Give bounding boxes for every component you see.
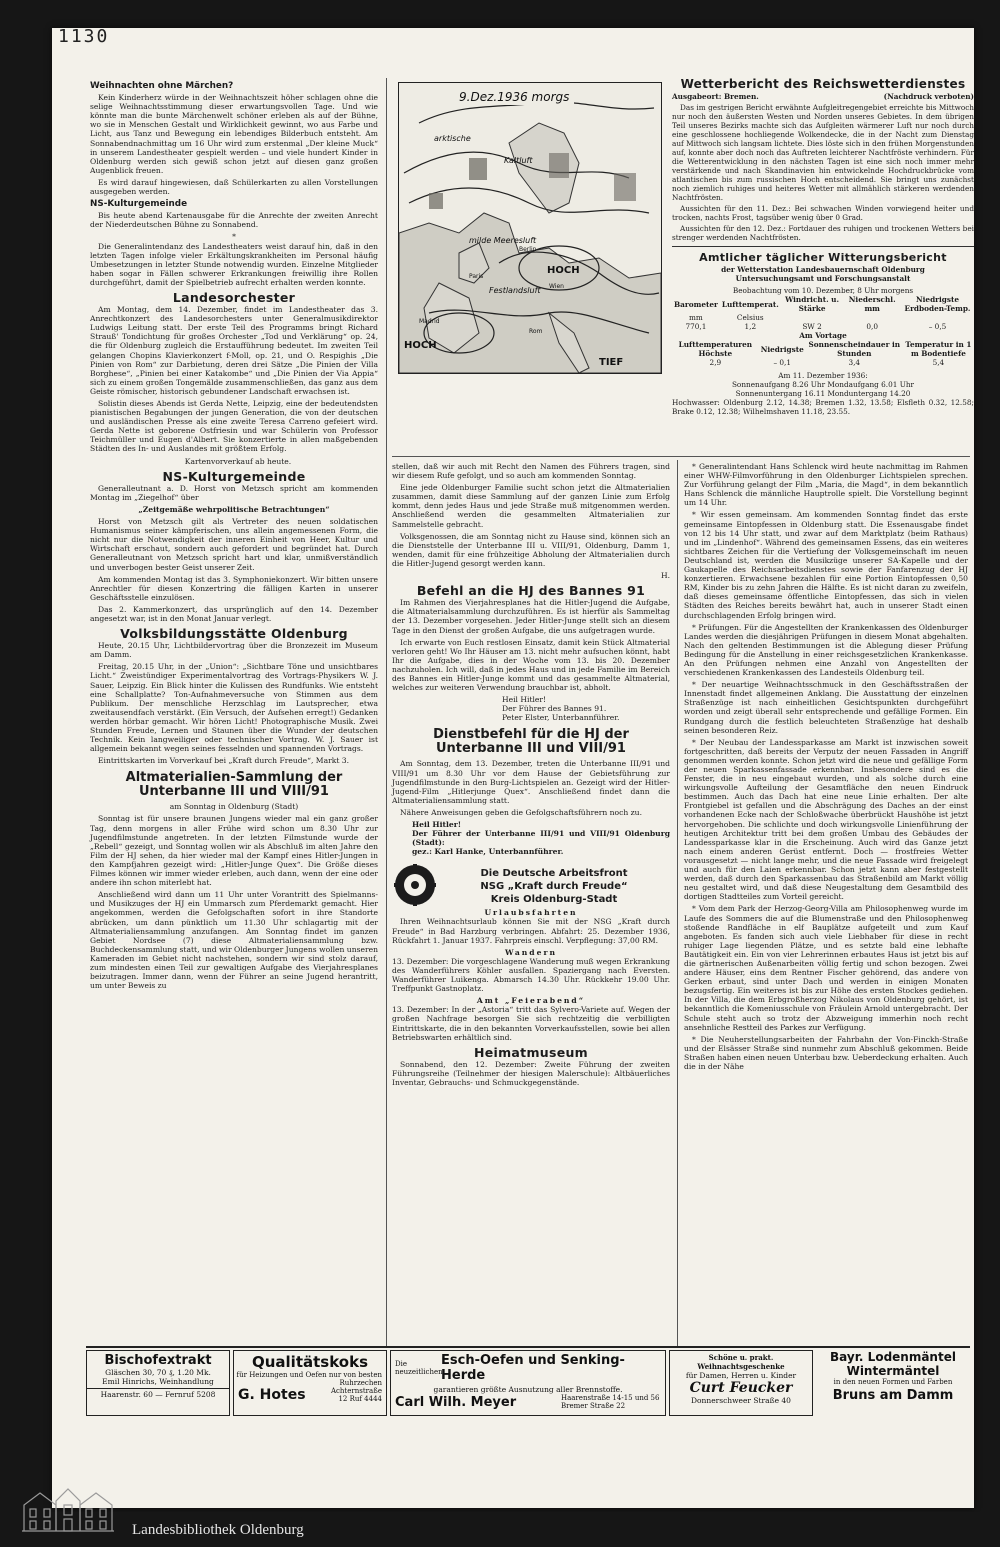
paragraph: * Wir essen gemeinsam. Am kommenden Sonntag findet das erste gemeinsame Eintopfessen in Oldenburg statt. Die Essenausgabe findet von 12 bis 14 Uhr statt, und zwar auf dem Marktplatz (beim Rathaus) und im „Lindenhof“. Während des gemeinsamen Essens, das ein weiteres sichtbares Zeichen für die Vertiefung der Volksgemeinschaft im neuen Deutschland ist, werden die Musikzüge unserer SA-Kapelle und der Gaukapelle des Reichsarbeitsdienstes sowie der Fanfarenzug der HJ konzertieren. Erwachsene bezahlen für eine Portion Eintopfessen 0,50 RM, Kinder bis zu zehn Jahren die Hälfte. Es ist nicht daran zu zweifeln, daß dieses gemeinsame öffentliche Eintopfessen, das sich in vielen Städten des Reiches bereits bewährt hat, auch in unserer Stadt einen durchschlagenden Erfolg bringen wird. [684,510,968,620]
subheading: am Sonntag in Oldenburg (Stadt) [169,802,299,812]
map-label: Kaltluft [504,156,533,165]
weather-title: Wetterbericht des Reichswetterdienstes [680,77,966,91]
table-header: Niederschl. mm [848,295,896,313]
article-heading: Befehl an die HJ des Bannes 91 [416,583,646,599]
paragraph: Am Sonntag, dem 13. Dezember, treten die Unterbanne III/91 und VIII/91 um 8.30 Uhr vor dem Hause der Gebietsführung zur Jugendfilmstunde in den Burg-Lichtspielen an. Gezeigt wird der Hitler-Jugend-Film „Hitlerjunge Quex“. Anschließend findet dann die Altmaterialiensammlung statt. [392,759,670,805]
section-rule [392,456,970,457]
ad-lodenmaentel [816,1350,970,1430]
moon-times: Sonnenuntergang 16.11 Monduntergang 14.20 [735,389,911,398]
ad-line: Haarenstraße 14-15 und 56 Bremer Straße 22 [561,1394,660,1410]
subheading: Wandern [505,947,557,957]
paragraph: Es wird darauf hingewiesen, daß Schülerkarten zu allen Vorstellungen ausgegeben werden. [90,177,378,197]
ad-title: Esch-Oefen und Senking-Herde [441,1353,625,1383]
ad-footer [234,1387,386,1403]
map-label: Madrid [419,318,440,325]
daf-emblem-icon [392,862,438,908]
paragraph: Horst von Metzsch gilt als Vertreter des neuen soldatischen Humanismus seiner kämpferischen, uns allein angemessenen Form, die nicht nur die Notwendigkeit der inneren Einheit von Heer, Kultur und Wirtschaft erschaut, sondern auch gefordert und begründet hat. Durch Generalleutnant von Metzsch spricht hart und klar, unmißverständlich und unverbogen bester Geist unserer Zeit. [90,517,378,572]
ad-feucker [669,1350,813,1416]
ad-bischofextrakt [86,1350,230,1416]
paragraph: Die Generalintendanz des Landestheaters weist darauf hin, daß in den letzten Tagen infolge vieler Erkältungskrankheiten im Personal häufig Umbesetzungen in letzter Stunde notwendig wurden. Einzelne Mitglieder haben sogar in Fällen schwerer Erkrankungen freiwillig ihre Rollen durchgeführt, damit der Spielbetrieb aufrecht erhalten werden konnte. [90,241,378,287]
map-label: Paris [469,273,484,280]
article-heading: Weihnachten ohne Märchen? [90,81,234,91]
table-cell: – 0,1 [773,358,792,367]
weather-map [398,82,662,374]
map-label: arktische [434,134,471,143]
map-label: Rom [529,328,543,335]
subheading: Amt „Feierabend“ [476,996,586,1006]
tide-times: Hochwasser: Oldenburg 2.12, 14.38; Bremen 1.32, 13.58; Elsfleth 0.32, 12.58; Brake 0.12, 12.38; Wilhelmshaven 11.18, 23.55. [672,398,974,416]
weather-source-row [672,92,974,101]
column-rule [677,460,678,1346]
paragraph: Das 2. Kammerkonzert, das ursprünglich auf den 14. Dezember angesetzt war, ist in den Monat Januar verlegt. [90,604,378,623]
paragraph: Nähere Anweisungen geben die Gefolgschaftsführern noch zu. [400,807,642,817]
map-date-label: 9.Dez.1936 morgs [459,90,570,104]
weather-outlook: Aussichten für den 12. Dez.: Fortdauer des ruhigen und trockenen Wetters bei strenger werdenden Nachtfrösten. [672,224,974,242]
map-label: milde Meeresluft [469,236,537,245]
right-column [684,462,968,1074]
kdf-title [438,865,670,906]
table-cell: 0,0 [866,322,878,331]
paragraph: Ihren Weihnachtsurlaub können Sie mit der NSG „Kraft durch Freude“ in Bad Harzburg verbringen. Abfahrt: 25. Dezember 1936, Rückfahrt 1. Januar 1937. Fahrpreis einschl. Verpflegung: 37,00 RM. [392,917,670,945]
table-cell: 5,4 [932,358,945,367]
ad-title: Wintermäntel [846,1364,940,1378]
article-heading: Volksbildungsstätte Oldenburg [120,626,348,642]
paragraph: Am kommenden Montag ist das 3. Symphoniekonzert. Wir bitten unsere Anrechtler für diesen Konzertring die fälligen Karten in unserer Geschäftsstelle einzulösen. [90,574,378,602]
table-header: Lufttemperaturen Höchste [678,340,753,358]
paragraph: Eine jede Oldenburger Familie sucht schon jetzt die Altmaterialien zusammen, damit diese Sammlung auf der ganzen Linie zum Erfolg kommt, denn jedes Haus und jede Straße muß mitgenommen werden. Anschließend werden die gesammelten Altmaterialien zur Sammelstelle gebracht. [392,483,670,529]
library-building-icon [20,1475,116,1535]
map-label: Berlin [519,246,537,253]
ad-title: Bayr. Lodenmäntel [830,1350,956,1364]
paragraph: Sonnabend, den 12. Dezember: Zweite Führung der zweiten Führungsreihe (Teilnehmer der hiesigen Malerschule): Altbäuerliches Inventar, Gebrauchs- und Schmuckgegenstände. [392,1059,670,1087]
signature-block [392,695,670,722]
signature: H. [660,571,670,581]
ad-name: G. Hotes [238,1387,306,1403]
map-label: HOCH [547,265,580,276]
table-header: Sonnenscheindauer in Stunden [808,340,901,358]
library-footer [0,1512,1000,1547]
ad-line: für Damen, Herren u. Kinder [685,1371,797,1380]
paragraph: Kein Kinderherz würde in der Weihnachtszeit höher schlagen ohne die selige Weihnachtsstimmung dieser erwartungsvollen Tage. Und wie könnte man die bunte Märchenwelt schöner erleben als auf der Bühne, wo sie in Menschen Gestalt und Wirklichkeit gewinnt, wo aus Farbe und Licht, aus Tanz und Bewegung ein lebendiges Bilderbuch entsteht. Am Sonnabendnachmittag um 16 Uhr wird zum erstenmal „Der kleine Muck“ in unserem Landestheater gespielt werden – und viele hundert Kinder in Oldenburg werden sich gewiß schon jetzt auf diesen ganz großen Augenblick freuen. [90,93,378,175]
kdf-title-line: Kreis Oldenburg-Stadt [490,893,618,905]
paragraph: stellen, daß wir auch mit Recht den Namen des Führers tragen, sind wir diesem Rufe gefolgt, und so auch am kommenden Sonntag. [392,462,670,481]
paragraph: * Der neuartige Weihnachtsschmuck in den Geschäftsstraßen der Innenstadt findet allgemeinen Anklang. Die Ausstattung der einzelnen Straßenzüge ist nach einheitlichen Gesichtspunkten durchgeführt worden und zeigt überall sehr entsprechende und gefällige Formen. Ein Rundgang durch die festlich beleuchteten Straßenzüge hat deshalb seinen besonderen Reiz. [684,680,968,735]
signature-line: Heil Hitler! [412,820,462,829]
table-header: Niedrigste [760,344,804,354]
weather-outlook: Aussichten für den 11. Dez.: Bei schwachen Winden vorwiegend heiter und trocken, nachts Frost, tagsüber wenig über 0 Grad. [672,204,974,222]
ad-line: garantieren größte Ausnutzung aller Brennstoffe. [433,1385,623,1394]
astro-date: Am 11. Dezember 1936: [778,371,868,380]
kdf-title-line: NSG „Kraft durch Freude“ [480,880,628,892]
table-header: Temperatur in 1 m Bodentiefe [905,340,972,358]
signature-line: Der Führer des Bannes 91. [502,704,607,714]
ad-line: Emil Hinrichs, Weinhandlung [102,1377,214,1386]
ad-line: Achternstraße 12 Ruf 4444 [330,1387,382,1403]
paragraph: Freitag, 20.15 Uhr, in der „Union“: „Sichtbare Töne und unsichtbares Licht.“ Zweistündiger Experimentalvortrag des Vortrags-Physikers W. J. Sauer, Leipzig. Ein Blick hinter die Kulissen des Rundfunks. Wie entsteht eine Schallplatte? Ton-Aufnahmeversuche von Stimmen aus dem Publikum. Der menschliche Herzschlag im Lautsprecher, etwa zweitausendfach verstärkt. (Ein Versuch, der Aufsehen erregt!) Gedanken werden hörbar gemacht. Wir hören Licht! Photographische Musik. Zwei Stunden Freude, Lernen und Staunen über die Wunder der deutschen Technik. Kein langweiliger oder technischer Vortrag. W. J. Sauer ist allgemein bekannt wegen seines fesselnden und spannenden Vortrags. [90,662,378,754]
table-header: Windricht. u. Stärke [785,295,840,313]
ad-name: Bruns am Damm [832,1388,954,1403]
weather-map-drawing [399,83,661,373]
paragraph: Eintrittskarten im Vorverkauf bei „Kraft durch Freude“, Markt 3. [98,756,350,766]
ad-line: in den neuen Formen und Farben [833,1378,953,1386]
weather-table [672,295,974,331]
paragraph: Generalleutnant a. D. Horst von Metzsch spricht am kommenden Montag im „Ziegelhof“ über [90,483,378,502]
weather-table-2 [672,340,974,367]
ad-name: Curt Feucker [689,1380,793,1396]
center-column [392,462,670,1090]
signature-line: Heil Hitler! [502,695,547,705]
paragraph: * Der Neubau der Landessparkasse am Markt ist inzwischen soweit fortgeschritten, daß bereits der Verputz der neuen Fassaden in Angriff genommen werden konnte. Schon jetzt wird die neue und gefällige Form der neuen Sparkassenfassade erkennbar. Insbesondere sind es die Fenster, die in neu eingebaut wurden, und als solche durch eine wirkungsvolle Aufteilung der Gesamtfläche den neuen Eindruck bestimmen. Auch das Dach hat eine neue Linie erhalten. Der alte Frontgiebel ist gefallen und die Abschrägung des Daches an der einst vorhandenen Ecke nach der Schloßwache überbrückt Haushöhe ist jetzt hervorgehoben. Die schlichte und doch wirkungsvolle Linienführung der heutigen Architektur tritt bei dem großen Umbau des Gebäudes der Landessparkasse klar in die Erscheinung. Auch wird das Ganze jetzt nach einem anderen Gerüst entfernt. Doch — frostfreies Wetter vorausgesetzt — nicht lange mehr, und die neue Fassade wird freigelegt und auch für den Laien erkennbar. Schon jetzt kann aber festgestellt werden, daß durch den Sparkassenbau das Straßenbild am Markt völlig neu gestaltet wird, und daß diese Neugestaltung dem Gesamtbild des dortigen Stadtteiles zum Vorteil gereicht. [684,737,968,902]
lecture-title: „Zeitgemäße wehrpolitische Betrachtungen“ [138,504,330,514]
paragraph: Sonntag ist für unsere braunen Jungens wieder mal ein ganz großer Tag, denn morgens in aller Frühe wird schon um 8.30 Uhr zur Jugendfilmstunde angetreten. In der letzten Filmstunde wurde der „Rebell“ gezeigt, und Sonntag wollen wir als Abschluß im alten Jahre den Film der HJ sehen, da hier wieder mal der Kampf eines Hitler-Jungen in den Kampfjahren gezeigt wird: „Hitler-Junge Quex“. Die Größe dieses Filmes können wir immer wieder erleben, auch dann, wenn der eine oder andere ihn schon miterlebt hat. [90,814,378,888]
ad-title: Qualitätskoks [251,1353,368,1371]
official-title: Amtlicher täglicher Witterungsbericht [699,251,947,264]
paragraph: * Die Neuherstellungsarbeiten der Fahrbahn der Von-Finckh-Straße und der Elsässer Straße sind nunmehr zum Abschluß gekommen. Beide Straßen haben einen neuen Unterbau bzw. Ueberdeckung erhalten. Auch die in der Nähe [684,1034,968,1071]
article-heading: NS-Kulturgemeinde [162,468,306,484]
ad-line: Haarenstr. 60 — Fernruf 5208 [87,1388,229,1399]
map-label: TIEF [599,357,624,368]
ad-line: für Heizungen und Oefen nur von besten Ruhrzechen [236,1371,382,1387]
paragraph: Anschließend wird dann um 11 Uhr unter Vorantritt des Spielmanns- und Musikzuges der HJ ein Ummarsch zum Pferdemarkt gemacht. Hier angekommen, werden die Gefolgschaften sofort in ihre Standorte abrücken, um dann pünktlich um 11.30 Uhr schlagartig mit der Altmaterialiensammlung anzufangen. Am Sonntag findet im ganzen Gebiet Nordsee (7) diese Altmaterialiensammlung bzw. Buchdeckensammlung statt, und wir Oldenburger Jungens wollen unseren Kameraden im Gebiet nicht nachstehen, sondern wir sind stolz darauf, zum mindesten einen Teil zur gewaltigen Aufgabe des Vierjahresplanes beizutragen. Immer dann, wenn der Führer an seine Jugend herantritt, um unter Beweis zu [90,890,378,991]
table-cell: 3,4 [848,358,861,367]
table-mid-label: Am Vortage [799,331,847,340]
official-sub: der Wetterstation Landesbauernschaft Oldenburg [721,265,925,274]
ad-footer [391,1394,665,1410]
table-cell: 770,1 [685,322,707,331]
ad-header [391,1351,665,1385]
weather-copyright: (Nachdruck verboten) [883,92,974,101]
ad-qualitaetskoks [233,1350,387,1416]
table-header: Lufttemperat. [721,299,779,309]
map-label: HOCH [404,340,437,351]
table-unit: mm [688,313,703,322]
observation-time: Beobachtung vom 10. Dezember, 8 Uhr morgens [732,286,914,295]
divider [672,246,974,247]
kdf-title-line: Die Deutsche Arbeitsfront [480,867,628,879]
table-unit: Celsius [736,313,764,322]
article-heading: Altmaterialien-Sammlung der Unterbanne III und VIII/91 [125,770,343,800]
ad-line: Gläschen 30, 70 ₰, 1.20 Mk. [105,1368,211,1377]
paragraph: * Prüfungen. Für die Angestellten der Krankenkassen des Oldenburger Landes werden die diesjährigen Prüfungen in diesem Monat abgehalten. Nach den geltenden Bestimmungen ist die Ablegung dieser Prüfung Bedingung für die Anstellung in einer reichsgesetzlichen Krankenkasse. An den Prüfungen nehmen eine Anzahl von Angestellten der verschiedenen Krankenkassen des Landesteils Oldenburg teil. [684,622,968,678]
paragraph: Heute, 20.15 Uhr, Lichtbildervortrag über die Bronzezeit im Museum am Damm. [90,641,378,660]
ad-name: Carl Wilh. Meyer [395,1394,517,1410]
paragraph: Am Montag, dem 14. Dezember, findet im Landestheater das 3. Anrechtkonzert des Landesorchesters unter Generalmusikdirektor Ludwigs Leitung statt. Der erste Teil des Programms bringt Richard Strauß' Tondichtung für großes Orchester „Tod und Verklärung“ op. 24, die für Oldenburg zugleich die Erstaufführung bedeutet. Im zweiten Teil gelangen Chopins Klavierkonzert f-Moll, op. 21, und O. Respighis „Die Pinien von Rom“ zur Darbietung, deren drei Sätze „Die Pinien der Villa Borghese“, „Pinien bei einer Katakombe“ und „Die Pinien der Via Appia“ sich zu einem großen Tongemälde zusammenschließen, das ganz aus dem Geiste römischer, historisch gebundener Landschaft erwachsen ist. [90,305,378,396]
ads-rule [86,1346,970,1348]
article-heading: Dienstbefehl für die HJ der Unterbanne III und VIII/91 [433,727,629,757]
sun-times: Sonnenaufgang 8.26 Uhr Mondaufgang 6.01 Uhr [731,380,915,389]
signature-line: gez.: Karl Hanke, Unterbannführer. [412,847,564,857]
table-header: Niedrigste Erdboden-Temp. [904,295,971,313]
signature-block [392,820,670,856]
signature-line: Der Führer der Unterbanne III/91 und VIII/91 Oldenburg (Stadt): [412,829,670,848]
weather-text: Das im gestrigen Bericht erwähnte Aufgleitregengebiet erreichte bis Mittwoch nur noch den äußersten Westen und Norden unseres Gebietes. In dem übrigen Teil unseres Bezirks machte sich das Aufgleiten wärmerer Luft nur noch durch eine geschlossene hochliegende Wolkendecke, die in der Nacht zum Dienstag auf Mittwoch sich langsam lichtete. Dies löste sich in den frühen Morgenstunden auf, konnte aber doch noch das Auftreten leichterer Nachtfröste verhindern. Für die Wetterentwicklung in den nächsten Tagen ist eine sich noch immer mehr verstärkende und nach Skandinavien hin entwickelnde Hochdruckbrücke vom atlantischen bis zum russischen Hoch entscheidend. Sie bringt uns zunächst noch ziemlich ruhiges und heiteres Wetter mit allmählich stärkeren werdenden Nachtfrösten. [672,103,974,202]
section-heading: NS-Kulturgemeinde [90,199,188,210]
table-header: Barometer [674,299,718,309]
library-name: Landesbibliothek Oldenburg [132,1522,304,1538]
separator-star: * [232,232,236,242]
table-cell: 2,9 [709,358,722,367]
kdf-header [392,862,670,908]
paragraph: 13. Dezember: In der „Astoria“ tritt das Sylvero-Variete auf. Wegen der großen Nachfrage besorgen Sie sich rechtzeitig die verbilligten Eintrittskarte, die in den bekannten Vorverkaufsstellen, sowie bei allen Betriebswarten erhältlich sind. [392,1005,670,1042]
paragraph: * Generalintendant Hans Schlenck wird heute nachmittag im Rahmen einer WHW-Filmvorführung in den Oldenburger Lichtspielen sprechen. Zur Vorführung gelangt der Film „Maria, die Magd“, in dem bekanntlich Hans Schlenck die männliche Hauptrolle spielt. Die Vorstellung beginnt um 14 Uhr. [684,462,968,508]
table-cell: SW 2 [802,322,822,331]
paragraph: Ich erwarte von Euch restlosen Einsatz, damit kein Stück Altmaterial verloren geht! Wo Ihr Häuser am 13. nicht mehr aufsuchen könnt, habt Ihr die Aufgabe, dies in der Woche vom 13. bis 20. Dezember nachzuholen. Ich will, daß in jedes Haus und in jede Familie im Bereich des Bannes ein Hitler-Junge kommt und das gesammelte Altmaterial, welches zur weiteren Verwendung brauchbar ist, abholt. [392,637,670,693]
paragraph: Volksgenossen, die am Sonntag nicht zu Hause sind, können sich an die Dienststelle der Unterbanne III u. VIII/91, Oldenburg, Damm 1, wenden, damit für eine frühzeitige Abholung der Altmaterialien durch die Hitler-Jugend gesorgt werden kann. [392,531,670,568]
article-heading: Heimatmuseum [473,1044,589,1060]
weather-source: Ausgabeort: Bremen. [672,92,759,101]
subheading: Urlaubsfahrten [484,908,578,918]
signature-line: Peter Elster, Unterbannführer. [502,713,620,723]
paragraph: Bis heute abend Kartenausgabe für die Anrechte der zweiten Anrecht der Niederdeutschen Bühne zu Sonnabend. [90,211,378,230]
ad-line: Schöne u. prakt. Weihnachtsgeschenke [697,1353,785,1371]
column-rule [386,78,387,1346]
paragraph: Solistin dieses Abends ist Gerda Nette, Leipzig, eine der bedeutendsten pianistischen Begabungen der jungen Generation, die von der deutschen und ausländischen Presse als eine zweite Teresa Carreno gefeiert wird. Gerda Nette ist geborene Ostfriesin und war Schülerin von Professor Teichmüller und Eugen d'Albert. Sie konzertierte in allen maßgebenden Städten des In- und Auslandes mit größtem Erfolg. [90,399,378,454]
ad-line: Donnerschweer Straße 40 [691,1396,791,1405]
page-number: 1130 [58,26,110,47]
ad-title: Bischofextrakt [104,1353,212,1368]
weather-report [672,74,974,416]
map-label: Wien [549,283,564,290]
article-heading: Landesorchester [172,289,296,305]
ad-line: Die neuzeitlichen [395,1360,443,1376]
official-sub: Untersuchungsamt und Forschungsanstalt [735,274,911,283]
paragraph: Kartenvorverkauf ab heute. [184,456,292,466]
table-cell: 1,2 [744,322,757,331]
paragraph: * Vom dem Park der Herzog-Georg-Villa am Philosophenweg wurde im Laufe des Sommers die auf die Blumenstraße und den Philosophenweg stoßende Randfläche in elf Bauplätze aufgeteilt und zum Kauf angeboten. Es fanden sich auch viele Liebhaber für diese in recht ruhiger Lage liegenden Plätze, und es setzte bald eine lebhafte Bautätigkeit ein. Ein von vier Lehrerinnen erbautes Haus ist jetzt bis auf die gärtnerischen Außenarbeiten völlig fertig und schon bezogen. Zwei andere Häuser, eins dem Rentner Fischer gehörend, das andere von Gerken erbaut, sind unter Dach und werden in einigen Monaten bezugsfertig. Ein weiteres ist bis zur Höhe des ersten Stockes gediehen. In der Villa, die dem Erbgroßherzog Nikolaus von Oldenburg gehört, ist bekanntlich die Komeniusschule von Fräulein Arnold untergebracht. Der Schule steht auch so trotz der Abzweigung immerhin noch recht ansehnliche Restteil des Parkes zur Verfügung. [684,904,968,1032]
left-column [90,78,378,993]
table-cell: – 0,5 [928,322,947,331]
map-label: Festlandsluft [489,286,541,295]
paragraph: Im Rahmen des Vierjahresplanes hat die Hitler-Jugend die Aufgabe, die Altmaterialsammlung durchzuführen. Es ist hierfür als Sammeltag der 13. Dezember vorgesehen. Jeder Hitler-Junge stellt sich an diesem Tage in den Dienst der großen Aufgabe, die uns aufgetragen wurde. [392,598,670,635]
paragraph: 13. Dezember: Die vorgeschlagene Wanderung muß wegen Erkrankung des Wanderführers Köhler ausfallen. Spaziergang nach Eversten. Wanderführer Luikenga. Abmarsch 14.30 Uhr. Rückkehr 19.00 Uhr. Treffpunkt Gastnoplatz. [392,956,670,994]
ad-esch-oefen [390,1350,666,1416]
